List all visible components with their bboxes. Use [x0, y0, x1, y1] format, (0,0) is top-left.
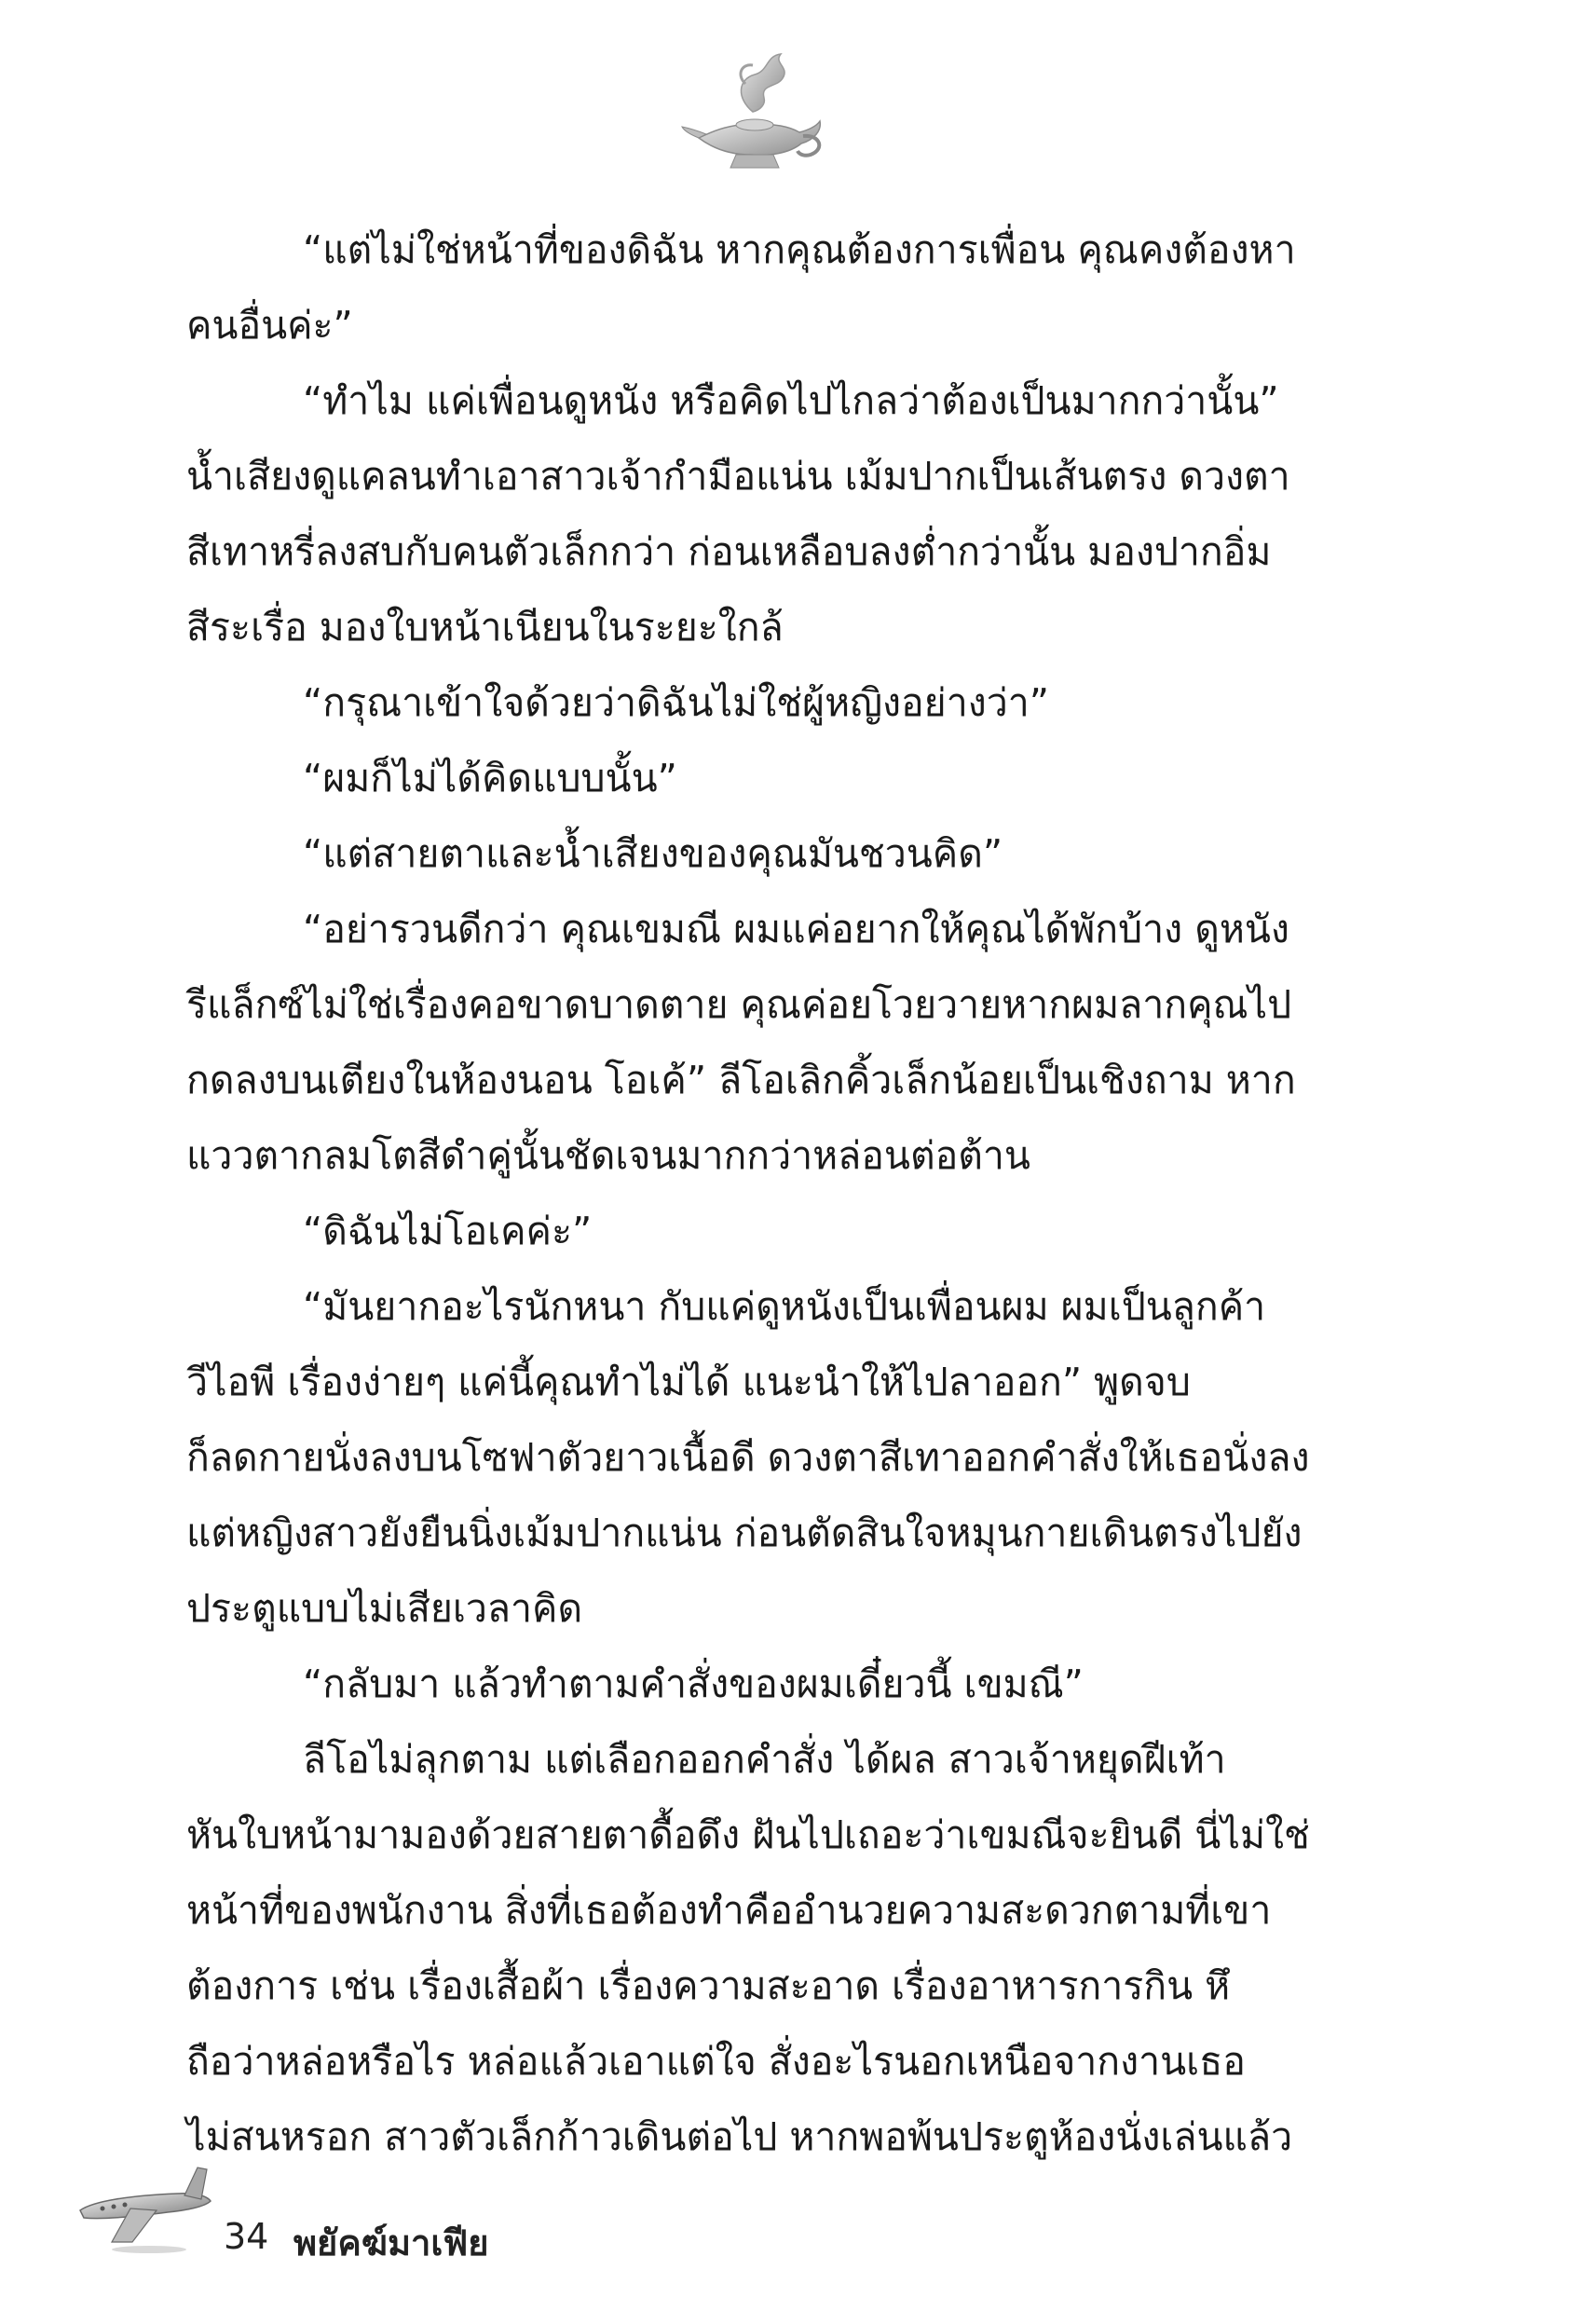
page-number: 34 [224, 2216, 269, 2257]
text-line: “แต่ไม่ใช่หน้าที่ของดิฉัน หากคุณต้องการเพื่อน คุณคงต้องหา [303, 227, 1296, 272]
text-line: รีแล็กซ์ไม่ใช่เรื่องคอขาดบาดตาย คุณค่อยโวยวายหากผมลากคุณไป [186, 982, 1292, 1027]
text-line: สีระเรื่อ มองใบหน้าเนียนในระยะใกล้ [186, 605, 784, 650]
text-line: “กรุณาเข้าใจด้วยว่าดิฉันไม่ใช่ผู้หญิงอย่างว่า” [303, 680, 1050, 725]
book-title: พยัคฆ์มาเฟีย [293, 2222, 489, 2263]
text-line: “อย่ารวนดีกว่า คุณเขมณี ผมแค่อยากให้คุณได้พักบ้าง ดูหนัง [303, 907, 1289, 951]
body-text [186, 212, 1388, 2175]
text-line: ไม่สนหรอก สาวตัวเล็กก้าวเดินต่อไป หากพอพ้นประตูห้องนั่งเล่นแล้ว [186, 2114, 1293, 2159]
text-line: “กลับมา แล้วทำตามคำสั่งของผมเดี๋ยวนี้ เขมณี” [303, 1661, 1084, 1706]
text-line: ลีโอไม่ลุกตาม แต่เลือกออกคำสั่ง ได้ผล สาวเจ้าหยุดฝีเท้า [303, 1737, 1226, 1782]
text-line: วีไอพี เรื่องง่ายๆ แค่นี้คุณทำไม่ได้ แนะนำให้ไปลาออก” พูดจบ [186, 1360, 1191, 1404]
text-line: หน้าที่ของพนักงาน สิ่งที่เธอต้องทำคืออำนวยความสะดวกตามที่เขา [186, 1888, 1272, 1933]
text-line: “ผมก็ไม่ได้คิดแบบนั้น” [303, 756, 677, 800]
text-line: ต้องการ เช่น เรื่องเสื้อผ้า เรื่องความสะอาด เรื่องอาหารการกิน หึ [186, 1963, 1231, 2008]
text-line: คนอื่นค่ะ” [186, 303, 353, 348]
text-line: แต่หญิงสาวยังยืนนิ่งเม้มปากแน่น ก่อนตัดสินใจหมุนกายเดินตรงไปยัง [186, 1511, 1303, 1555]
text-line: หันใบหน้ามามองด้วยสายตาดื้อดึง ฝันไปเถอะว่าเขมณีจะยินดี นี่ไม่ใช่ [186, 1812, 1310, 1857]
text-line: แววตากลมโตสีดำคู่นั้นชัดเจนมากกว่าหล่อนต่อต้าน [186, 1133, 1030, 1178]
genie-lamp-icon [680, 47, 829, 177]
page-footer [75, 2153, 634, 2274]
text-line: น้ำเสียงดูแคลนทำเอาสาวเจ้ากำมือแน่น เม้มปากเป็นเส้นตรง ดวงตา [186, 454, 1290, 499]
text-line: “ทำไม แค่เพื่อนดูหนัง หรือคิดไปไกลว่าต้องเป็นมากกว่านั้น” [303, 378, 1279, 423]
airplane-icon [75, 2153, 214, 2255]
text-line: “แต่สายตาและน้ำเสียงของคุณมันชวนคิด” [303, 831, 1003, 876]
text-line: ก็ลดกายนั่งลงบนโซฟาตัวยาวเนื้อดี ดวงตาสีเทาออกคำสั่งให้เธอนั่งลง [186, 1435, 1310, 1480]
text-line: กดลงบนเตียงในห้องนอน โอเค้” ลีโอเลิกคิ้วเล็กน้อยเป็นเชิงถาม หาก [186, 1058, 1296, 1102]
text-line: “มันยากอะไรนักหนา กับแค่ดูหนังเป็นเพื่อนผม ผมเป็นลูกค้า [303, 1284, 1266, 1329]
text-line: สีเทาหรี่ลงสบกับคนตัวเล็กกว่า ก่อนเหลือบลงต่ำกว่านั้น มองปากอิ่ม [186, 529, 1272, 574]
text-line: “ดิฉันไม่โอเคค่ะ” [303, 1209, 593, 1253]
text-line: ถือว่าหล่อหรือไร หล่อแล้วเอาแต่ใจ สั่งอะไรนอกเหนือจากงานเธอ [186, 2039, 1246, 2084]
text-line: ประตูแบบไม่เสียเวลาคิด [186, 1586, 583, 1631]
